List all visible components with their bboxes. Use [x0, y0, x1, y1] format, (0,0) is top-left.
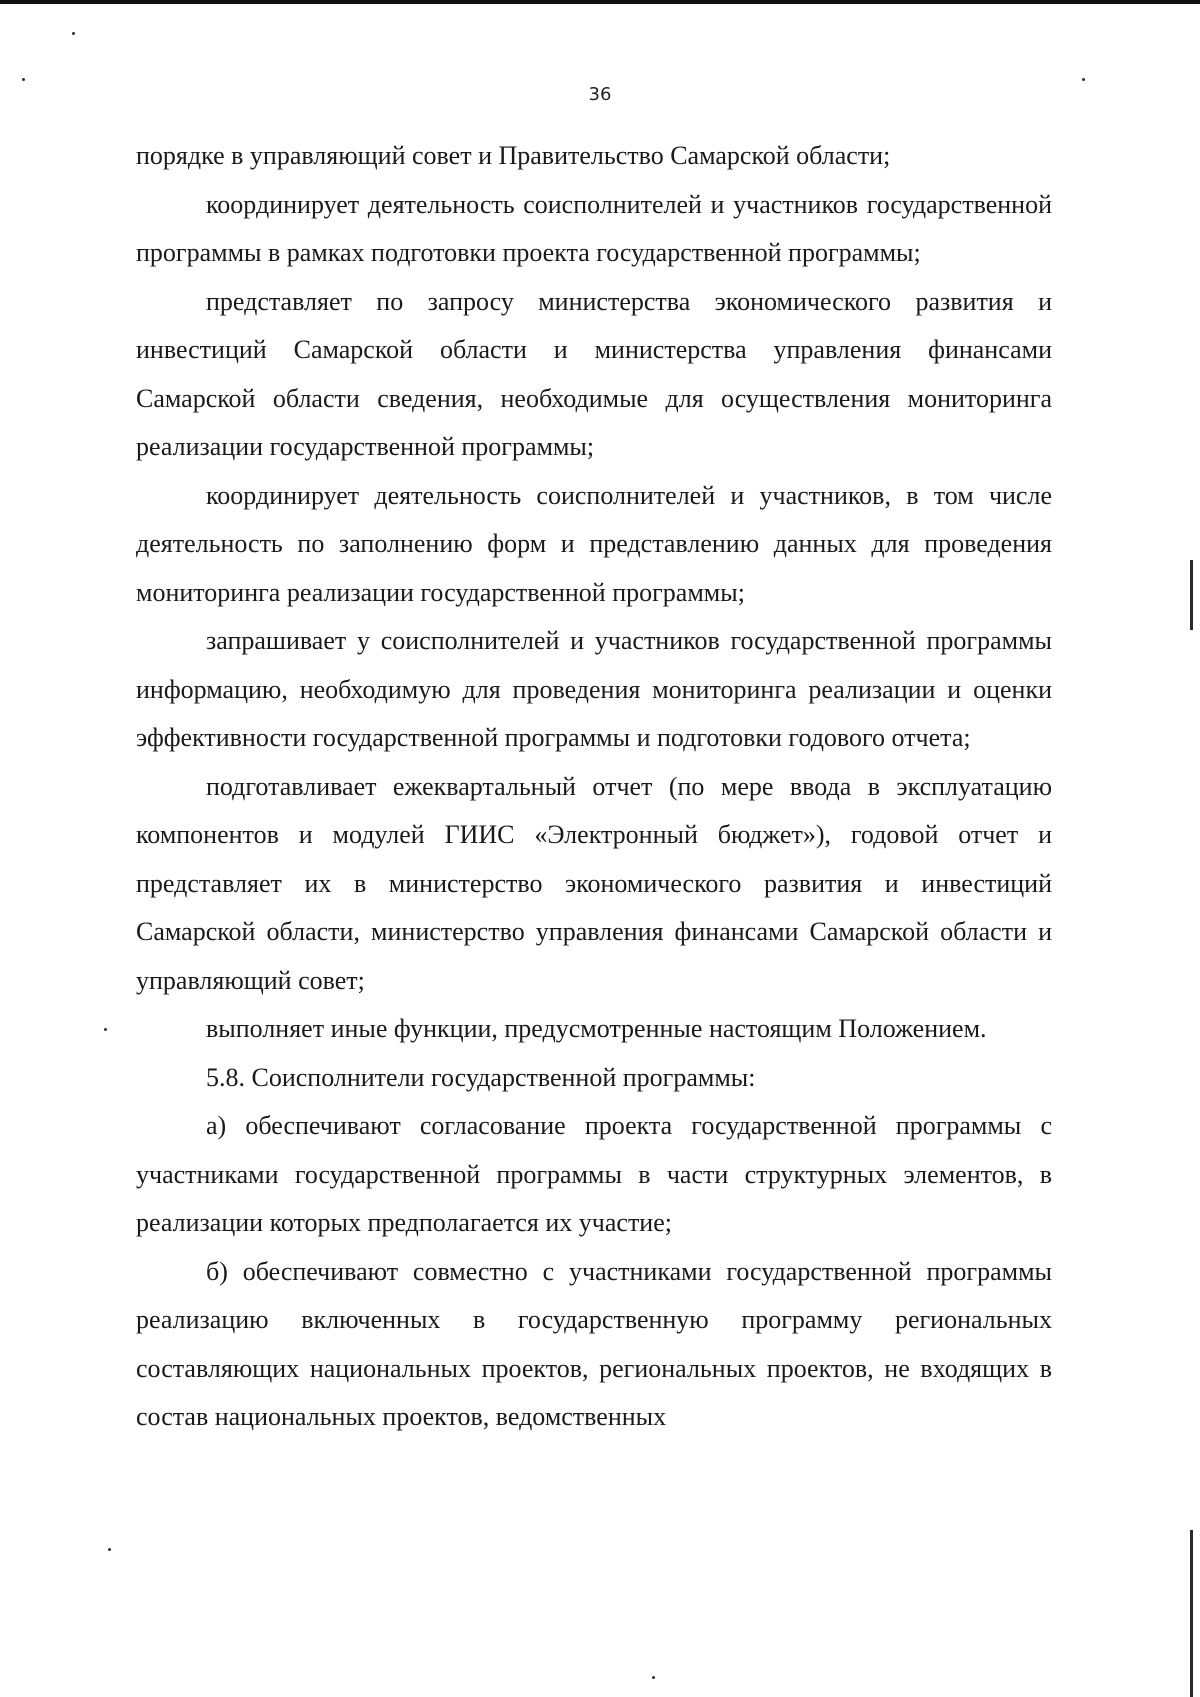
paragraph: выполняет иные функции, предусмотренные настоящим Положением.	[206, 1014, 987, 1043]
scan-speck	[72, 32, 75, 35]
page-number: 36	[588, 84, 612, 105]
scan-speck	[22, 78, 25, 81]
scan-speck	[108, 1548, 111, 1551]
section-heading: 5.8. Соисполнители государственной программы:	[206, 1062, 756, 1092]
paragraph: порядке в управляющий совет и Правительство Самарской области;	[136, 141, 891, 170]
paragraph: представляет по запросу министерства экономического развития и инвестиций Самарской области и министерства управления финансами Самарской области сведения, необходимые для осуществления мониторинга реализации государственной программы;	[136, 286, 1052, 461]
paragraph: координирует деятельность соисполнителей и участников государственной программы в рамках подготовки проекта государственной программы;	[136, 189, 1052, 267]
scan-top-edge	[0, 0, 1200, 4]
scan-speck	[652, 1676, 655, 1679]
scan-right-edge-mark	[1190, 1530, 1193, 1697]
document-body	[136, 132, 1052, 1442]
paragraph: б) обеспечивают совместно с участниками государственной программы реализацию включенных в государственную программу региональных составляющих национальных проектов, региональных проектов, не входящих в состав национальных проектов, ведомственных	[136, 1256, 1052, 1431]
paragraph: координирует деятельность соисполнителей и участников, в том числе деятельность по заполнению форм и представлению данных для проведения мониторинга реализации государственной программы;	[136, 480, 1052, 607]
paragraph: подготавливает ежеквартальный отчет (по мере ввода в эксплуатацию компонентов и модулей ГИИС «Электронный бюджет»), годовой отчет и представляет их в министерство экономического развития и инвестиций Самарской области, министерство управления финансами Самарской области и управляющий совет;	[136, 771, 1052, 995]
scan-speck	[1082, 78, 1085, 81]
scan-speck	[104, 1028, 107, 1031]
scan-right-edge-mark	[1190, 560, 1193, 630]
paragraph: а) обеспечивают согласование проекта государственной программы с участниками государственной программы в части структурных элементов, в реализации которых предполагается их участие;	[136, 1111, 1052, 1237]
paragraph: запрашивает у соисполнителей и участников государственной программы информацию, необходимую для проведения мониторинга реализации и оценки эффективности государственной программы и подготовки годового отчета;	[136, 626, 1052, 752]
